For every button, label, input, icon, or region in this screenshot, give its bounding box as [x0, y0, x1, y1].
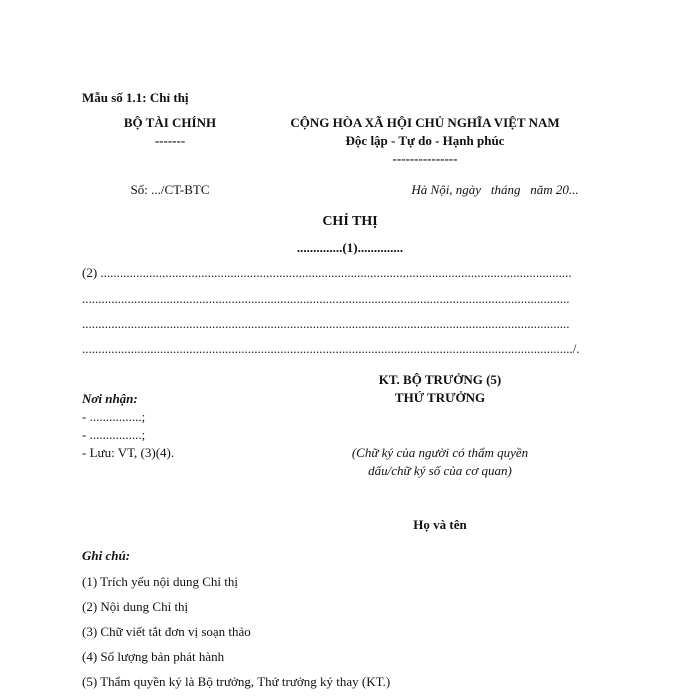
content-line: ...................................................................................................................................................... [82, 291, 570, 306]
signature-note-line1: (Chữ ký của người có thẩm quyền [351, 445, 529, 460]
content-line: (2) ................................................................................................................................................. [82, 265, 572, 280]
recipient-item: - Lưu: VT, (3)(4). [82, 445, 175, 460]
national-motto: Độc lập - Tự do - Hạnh phúc [345, 133, 505, 148]
note-item: (1) Trích yếu nội dung Chỉ thị [82, 574, 239, 589]
note-item: (5) Thẩm quyền ký là Bộ trưởng, Thứ trưởng ký thay (KT.) [82, 674, 391, 689]
recipients-heading: Nơi nhận: [82, 391, 138, 406]
issuer-name: BỘ TÀI CHÍNH [123, 115, 217, 130]
recipient-item: - ................; [82, 427, 146, 442]
notes-heading: Ghi chú: [82, 548, 131, 563]
content-line: ...................................................................................................................................................... [82, 316, 570, 331]
signature-note-line2: dấu/chữ ký số của cơ quan) [368, 463, 512, 478]
content-line: ......................................................................................................................................................./. [82, 341, 580, 356]
signature-title-line2: THỨ TRƯỞNG [394, 390, 486, 405]
issuer-underline: ------- [154, 133, 186, 148]
note-item: (2) Nội dung Chỉ thị [82, 599, 189, 614]
place-date: Hà Nội, ngày tháng năm 20... [411, 182, 579, 197]
signature-title-line1: KT. BỘ TRƯỞNG (5) [378, 372, 502, 387]
recipient-item: - ................; [82, 409, 146, 424]
note-item: (3) Chữ viết tắt đơn vị soạn thảo [82, 624, 251, 639]
form-label: Mẫu số 1.1: Chỉ thị [82, 90, 189, 105]
signer-name: Họ và tên [413, 517, 467, 532]
note-item: (4) Số lượng bản phát hành [82, 649, 225, 664]
document-type-title: CHỈ THỊ [322, 214, 378, 229]
document-number: Số: .../CT-BTC [130, 182, 210, 197]
summary-line: ..............(1).............. [296, 240, 404, 255]
national-underline: --------------- [392, 151, 458, 166]
national-title: CỘNG HÒA XÃ HỘI CHỦ NGHĨA VIỆT NAM [290, 115, 560, 130]
